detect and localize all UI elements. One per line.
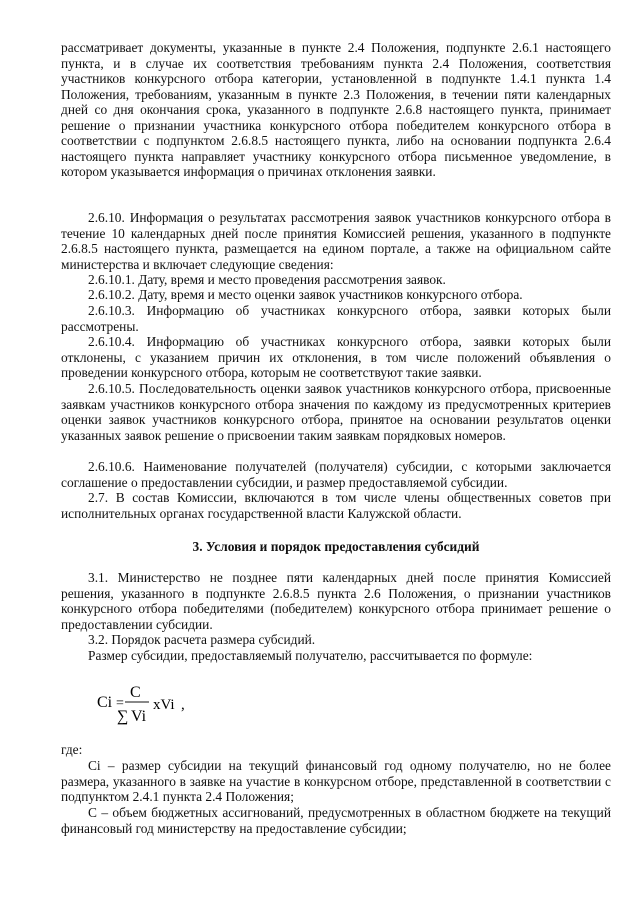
paragraph-continuation: рассматривает документы, указанные в пункте 2.4 Положения, подпункте 2.6.1 настоящего пункта, и в случае их соответствия требованиям пункта 2.4 Положения, соответствия участников конкурсного отбора категории, установленной в подпункте 1.4.1 пункта 1.4 Положения, требованиям, указанным в пункте 2.3 Положения, в течении пяти календарных дней со дня окончания срока, указанного в подпункте 2.6.8 настоящего пункта, принимает решение о признании участника конкурсного отбора победителем конкурсного отбора в соответствии с подпунктом 2.6.8.5 настоящего пункта, либо на основании подпункта 2.6.4 настоящего пункта направляет участнику конкурсного отбора письменное уведомление, в котором указывается информация о причинах отклонения заявки.: [61, 40, 611, 179]
paragraph-2-6-10-4: 2.6.10.4. Информацию об участниках конкурсного отбора, заявки которых были отклонены, с указанием причин их отклонения, в том числе положений объявления о проведении конкурсного отбора, которым не соответствуют такие заявки.: [61, 334, 611, 380]
paragraph-where: где:: [61, 742, 83, 757]
formula-sum-symbol: ∑: [117, 708, 129, 725]
paragraph-2-6-10-5: 2.6.10.5. Последовательность оценки заявок участников конкурсного отбора, присвоенные заявкам участников конкурсного отбора значения по каждому из предусмотренных критериев оценки заявок участников конкурсного отбора, принятое на основании результатов оценки указанных заявок решение о присвоении таким заявкам порядковых номеров.: [61, 381, 611, 443]
paragraph-ci-definition: Ci – размер субсидии на текущий финансовый год одному получателю, но не более размера, указанного в заявке на участие в конкурсном отборе, представленной в соответствии с подпунктом 2.4.1 пункта 2.4 Положения;: [61, 758, 611, 804]
formula-times: xVi: [153, 697, 175, 713]
formula-equals: =: [116, 696, 124, 711]
paragraph-2-6-10-2: 2.6.10.2. Дату, время и место оценки заявок участников конкурсного отбора.: [88, 287, 523, 302]
subsidy-formula: [95, 683, 225, 727]
paragraph-3-2: 3.2. Порядок расчета размера субсидий.: [88, 632, 316, 647]
paragraph-2-7: 2.7. В состав Комиссии, включаются в том числе члены общественных советов при исполнительных органах государственной власти Калужской области.: [61, 490, 611, 521]
paragraph-2-6-10-6: 2.6.10.6. Наименование получателей (получателя) субсидии, с которыми заключается соглашение о предоставлении субсидии, и размер предоставляемой субсидии.: [61, 459, 611, 490]
paragraph-c-definition: С – объем бюджетных ассигнований, предусмотренных в областном бюджете на текущий финансовый год министерству на предоставление субсидии;: [61, 805, 611, 836]
section-heading: 3. Условия и порядок предоставления субсидий: [192, 539, 480, 554]
paragraph-formula-intro: Размер субсидии, предоставляемый получателю, рассчитывается по формуле:: [88, 648, 533, 663]
paragraph-3-1: 3.1. Министерство не позднее пяти календарных дней после принятия Комиссией решения, указанного в подпункте 2.6.8.5 пункта 2.6 Положения, о признании участников конкурсного отбора победителями (победителем) конкурсного отбора принимает решение о предоставлении субсидии.: [61, 570, 611, 632]
formula-lhs: Ci: [97, 694, 113, 711]
formula-numerator: C: [130, 684, 141, 701]
paragraph-2-6-10-3: 2.6.10.3. Информацию об участниках конкурсного отбора, заявки которых были рассмотрены.: [61, 303, 611, 334]
formula-trailing: ,: [181, 697, 185, 713]
formula-denominator: Vi: [131, 708, 147, 725]
paragraph-2-6-10: 2.6.10. Информация о результатах рассмотрения заявок участников конкурсного отбора в течение 10 календарных дней после принятия Комиссией решения, указанного в подпункте 2.6.8.5 настоящего пункта, размещается на едином портале, а также на официальном сайте министерства и включает следующие сведения:: [61, 210, 611, 272]
paragraph-2-6-10-1: 2.6.10.1. Дату, время и место проведения рассмотрения заявок.: [88, 272, 446, 287]
